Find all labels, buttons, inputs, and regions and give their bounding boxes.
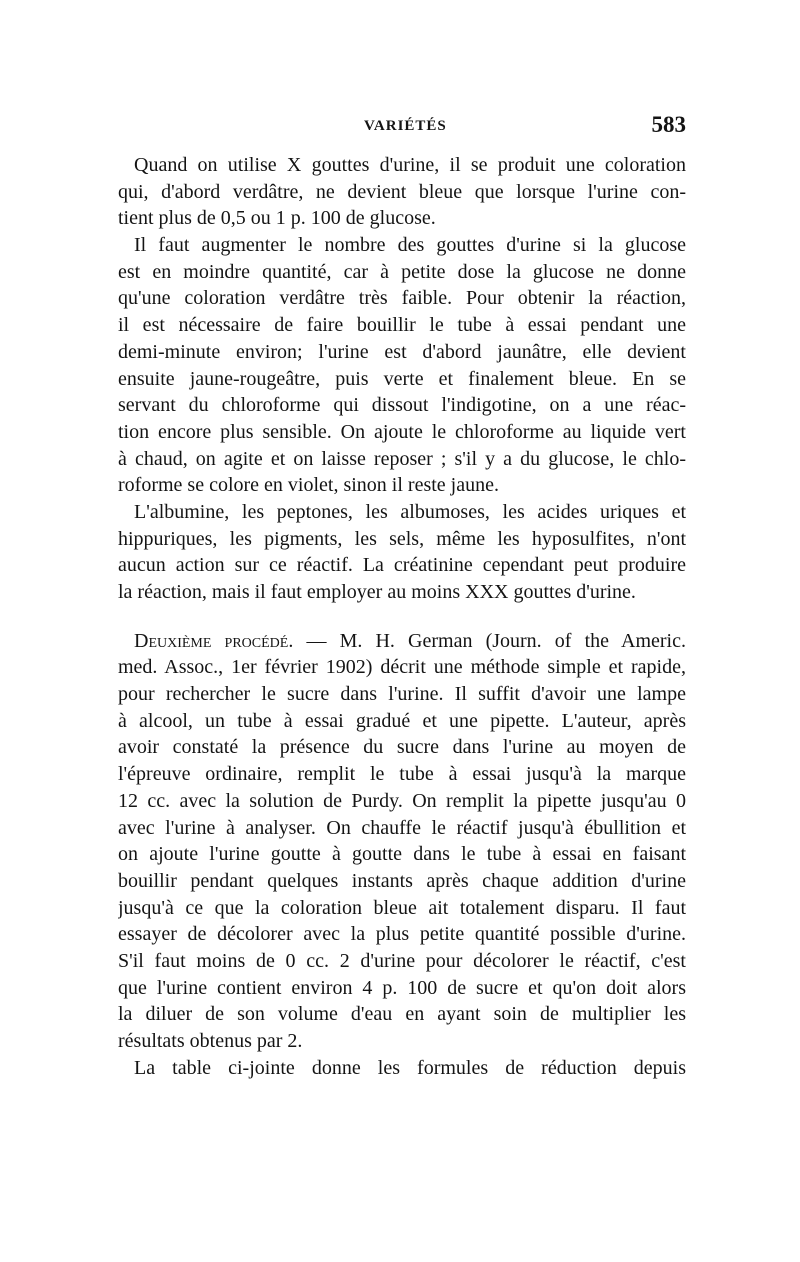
text-line: à alcool, un tube à essai gradué et une pipette. L'auteur, après	[118, 709, 686, 732]
text-line: essayer de décolorer avec la plus petite quantité possible d'urine.	[118, 923, 686, 946]
text-line: à chaud, on agite et on laisse reposer ; s'il y a du glucose, le chlo-	[118, 447, 686, 470]
text-line: résultats obtenus par 2.	[118, 1030, 303, 1052]
text-line: aucun action sur ce réactif. La créatinine cependant peut produire	[118, 554, 686, 577]
text-line: jusqu'à ce que la coloration bleue ait totalement disparu. Il faut	[118, 896, 686, 919]
paragraph-4	[118, 628, 686, 1055]
text-line	[118, 628, 686, 655]
paragraph-1	[118, 152, 686, 232]
text-line: qui, d'abord verdâtre, ne devient bleue que lorsque l'urine con-	[118, 180, 686, 203]
page-number: 583	[651, 112, 686, 137]
text-line: roforme se colore en violet, sinon il reste jaune.	[118, 474, 499, 497]
text-line: bouillir pendant quelques instants après chaque addition d'urine	[118, 869, 686, 892]
text-line: demi-minute environ; l'urine est d'abord jaunâtre, elle devient	[118, 340, 686, 363]
paragraph-3	[118, 499, 686, 606]
text-line-rest: — M. H. German (Journ. of the Americ.	[293, 629, 686, 652]
paragraph-5	[118, 1055, 686, 1082]
body-text	[118, 152, 686, 1081]
text-line: ensuite jaune-rougeâtre, puis verte et finalement bleue. En se	[118, 367, 686, 390]
text-line: avoir constaté la présence du sucre dans l'urine au moyen de	[118, 736, 686, 759]
text-line: il est nécessaire de faire bouillir le tube à essai pendant une	[118, 314, 686, 337]
text-line: que l'urine contient environ 4 p. 100 de sucre et qu'on doit alors	[118, 976, 686, 999]
running-title: VARIÉTÉS	[364, 118, 447, 134]
section-gap	[118, 606, 686, 628]
text-line: tion encore plus sensible. On ajoute le chloroforme au liquide vert	[118, 420, 686, 443]
text-line: la diluer de son volume d'eau en ayant soin de multiplier les	[118, 1003, 686, 1026]
text-line: 12 cc. avec la solution de Purdy. On remplit la pipette jusqu'au 0	[118, 789, 686, 812]
text-line: pour rechercher le sucre dans l'urine. Il suffit d'avoir une lampe	[118, 683, 686, 706]
text-line: est en moindre quantité, car à petite dose la glucose ne donne	[118, 260, 686, 283]
text-line: S'il faut moins de 0 cc. 2 d'urine pour décolorer le réactif, c'est	[118, 949, 686, 972]
text-line: l'épreuve ordinaire, remplit le tube à essai jusqu'à la marque	[118, 763, 686, 786]
text-line: hippuriques, les pigments, les sels, même les hyposulfites, n'ont	[118, 527, 686, 550]
text-line: L'albumine, les peptones, les albumoses, les acides uriques et	[134, 500, 686, 523]
text-line: avec l'urine à analyser. On chauffe le réactif jusqu'à ébullition et	[118, 816, 686, 839]
paragraph-2	[118, 232, 686, 499]
text-line: Quand on utilise X gouttes d'urine, il se produit une coloration	[134, 154, 686, 176]
text-line: Il faut augmenter le nombre des gouttes d'urine si la glucose	[134, 234, 686, 257]
text-line: qu'une coloration verdâtre très faible. Pour obtenir la réaction,	[118, 287, 686, 310]
section-heading: Deuxième procédé.	[134, 629, 294, 652]
page-header	[118, 112, 686, 142]
text-line: servant du chloroforme qui dissout l'indigotine, on a une réac-	[118, 394, 686, 417]
text-line: on ajoute l'urine goutte à goutte dans le tube à essai en faisant	[118, 843, 686, 866]
text-line: tient plus de 0,5 ou 1 p. 100 de glucose.	[118, 207, 436, 230]
text-line: la réaction, mais il faut employer au moins XXX gouttes d'urine.	[118, 581, 636, 603]
text-line: med. Assoc., 1er février 1902) décrit une méthode simple et rapide,	[118, 656, 686, 679]
text-line: La table ci-jointe donne les formules de réduction depuis	[134, 1056, 686, 1079]
